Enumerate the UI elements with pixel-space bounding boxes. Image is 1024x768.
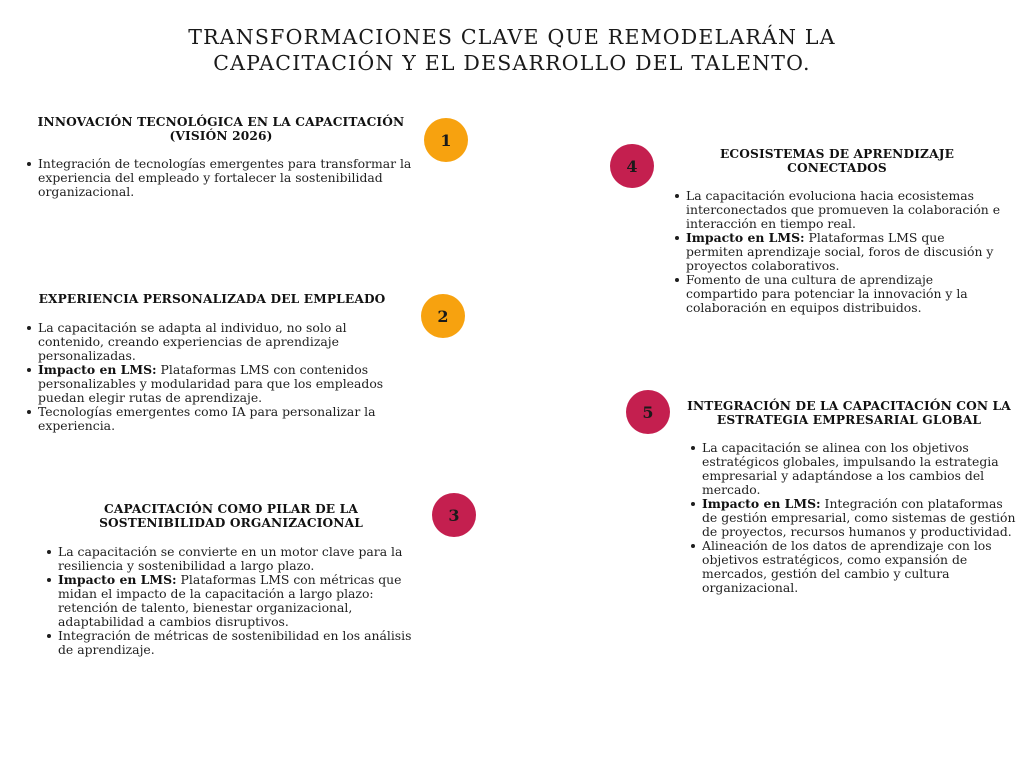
bullet-list <box>42 545 420 657</box>
list-item: Integración de métricas de sostenibilidad en los análisis de aprendizaje. <box>58 629 420 657</box>
list-item: Tecnologías emergentes como IA para personalizar la experiencia. <box>38 405 402 433</box>
list-item: Impacto en LMS: Plataformas LMS que permiten aprendizaje social, foros de discusión y proyectos colaborativos. <box>686 231 1004 273</box>
title-line-1: TRANSFORMACIONES CLAVE QUE REMODELARÁN LA <box>188 25 836 49</box>
section-heading: INNOVACIÓN TECNOLÓGICA EN LA CAPACITACIÓN (VISIÓN 2026) <box>37 115 405 143</box>
list-item: La capacitación evoluciona hacia ecosistemas interconectados que promueven la colaboración e interacción en tiempo real. <box>686 189 1004 231</box>
step-badge-1: 1 <box>424 118 468 162</box>
title-line-2: CAPACITACIÓN Y EL DESARROLLO DEL TALENTO. <box>213 51 811 75</box>
bullet-list <box>670 189 1004 315</box>
section-heading: ECOSISTEMAS DE APRENDIZAJE CONECTADOS <box>719 147 955 175</box>
step-badge-2: 2 <box>421 294 465 338</box>
list-item: Impacto en LMS: Plataformas LMS con métricas que midan el impacto de la capacitación a largo plazo: retención de talento, bienestar organizacional, adaptabilidad a cambios disruptivos. <box>58 573 420 629</box>
page-title <box>112 24 912 76</box>
bullet-list <box>680 441 1018 595</box>
section-sustainability-pillar <box>42 503 420 657</box>
section-global-strategy <box>680 400 1018 595</box>
list-item: La capacitación se adapta al individuo, no solo al contenido, creando experiencias de aprendizaje personalizadas. <box>38 321 402 363</box>
section-connected-ecosystems <box>670 148 1004 315</box>
list-item: Impacto en LMS: Integración con plataformas de gestión empresarial, como sistemas de gestión de proyectos, recursos humanos y productividad. <box>702 497 1018 539</box>
step-badge-5: 5 <box>626 390 670 434</box>
step-badge-3: 3 <box>432 493 476 537</box>
list-item: La capacitación se convierte en un motor clave para la resiliencia y sostenibilidad a largo plazo. <box>58 545 420 573</box>
list-item: Integración de tecnologías emergentes para transformar la experiencia del empleado y fortalecer la sostenibilidad organizacional. <box>38 157 420 199</box>
list-item: Fomento de una cultura de aprendizaje compartido para potenciar la innovación y la colaboración en equipos distribuidos. <box>686 273 1004 315</box>
bullet-list <box>22 321 402 433</box>
bullet-list <box>22 157 420 199</box>
section-personalized-experience <box>22 293 402 433</box>
list-item: La capacitación se alinea con los objetivos estratégicos globales, impulsando la estrategia empresarial y adaptándose a los cambios del mercado. <box>702 441 1018 497</box>
section-heading: INTEGRACIÓN DE LA CAPACITACIÓN CON LA ESTRATEGIA EMPRESARIAL GLOBAL <box>687 399 1011 427</box>
section-heading: EXPERIENCIA PERSONALIZADA DEL EMPLEADO <box>38 292 386 306</box>
list-item: Alineación de los datos de aprendizaje con los objetivos estratégicos, como expansión de mercados, gestión del cambio y cultura organizacional. <box>702 539 1018 595</box>
section-tech-innovation <box>22 116 420 199</box>
section-heading: CAPACITACIÓN COMO PILAR DE LA SOSTENIBILIDAD ORGANIZACIONAL <box>99 502 363 530</box>
step-badge-4: 4 <box>610 144 654 188</box>
list-item: Impacto en LMS: Plataformas LMS con contenidos personalizables y modularidad para que los empleados puedan elegir rutas de aprendizaje. <box>38 363 402 405</box>
